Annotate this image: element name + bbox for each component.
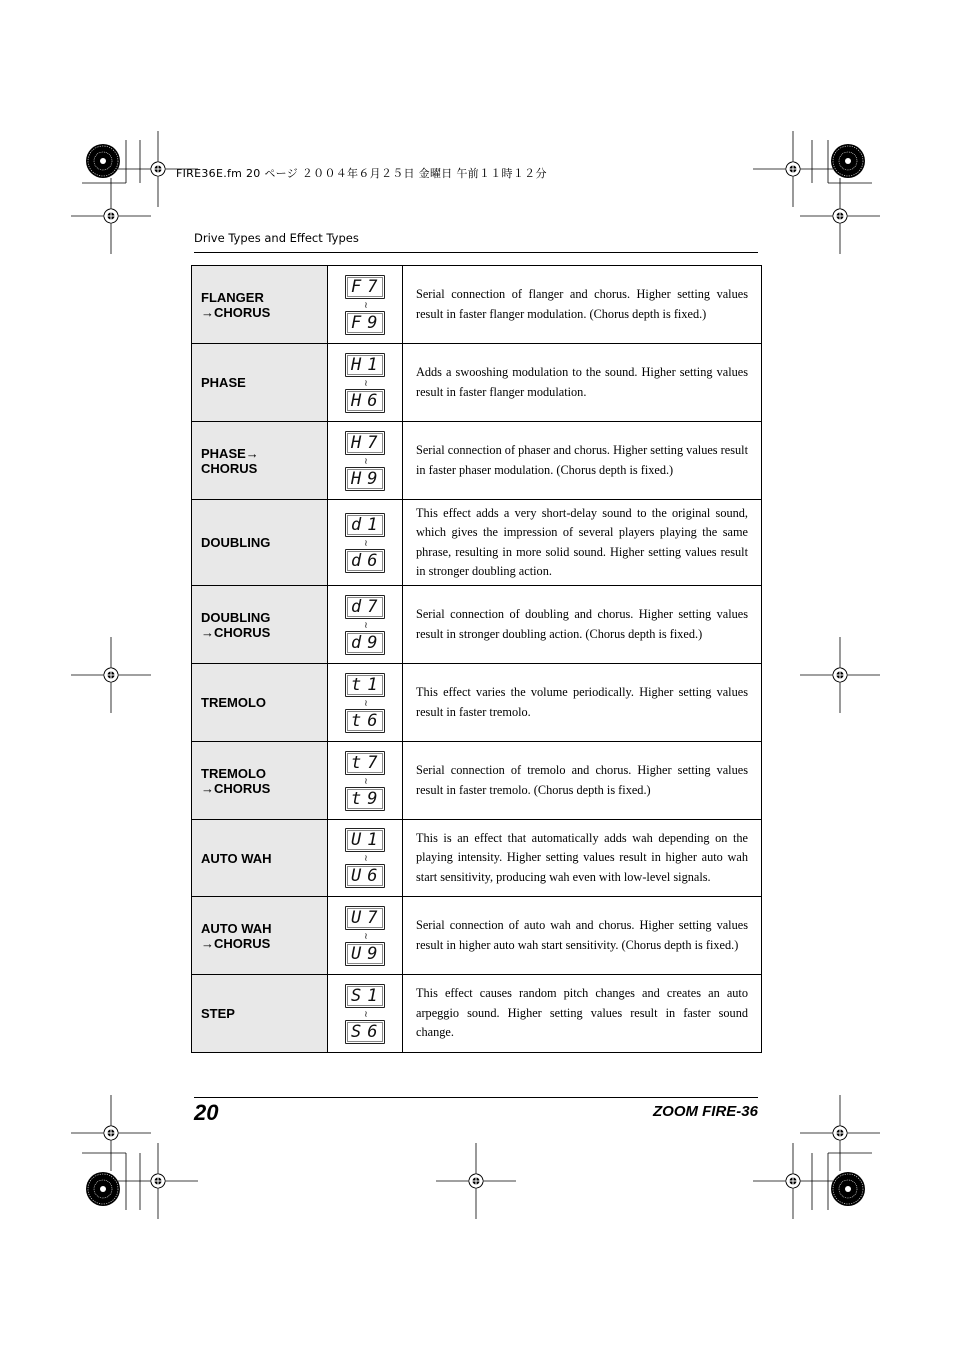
range-symbol: ~ xyxy=(359,538,370,547)
lcd-display-from: H1 xyxy=(345,353,385,377)
lcd-range-cell xyxy=(328,664,403,742)
effect-description: Serial connection of doubling and chorus. Higher setting values result in stronger doubling action. (Chorus depth is fixed.) xyxy=(403,586,762,664)
effect-name-cell xyxy=(192,897,328,975)
lcd-display-from: U7 xyxy=(345,906,385,930)
effect-name-line1: PHASE xyxy=(201,375,246,390)
effect-description: Serial connection of auto wah and chorus. Higher setting values result in higher auto wah start sensitivity. (Chorus depth is fixed.) xyxy=(403,897,762,975)
print-header: FIRE36E.fm 20 ページ ２００４年６月２５日 金曜日 午前１１時１２分 xyxy=(176,167,547,180)
lcd-range-cell xyxy=(328,820,403,897)
effect-name-line1: AUTO WAH xyxy=(201,850,272,866)
footer-rule xyxy=(194,1097,758,1098)
effect-name-line1: FLANGER xyxy=(201,289,264,305)
lcd-display-to: d9 xyxy=(345,631,385,655)
lcd-range-cell xyxy=(328,500,403,586)
lcd-display-to: t9 xyxy=(345,787,385,811)
page-number: 20 xyxy=(194,1100,219,1125)
lcd-display-to: H6 xyxy=(345,389,385,413)
effect-description: This effect adds a very short-delay sound to the original sound, which gives the impression of several players playing the same phrase, resulting in more solid sound. Higher setting values result in stronger doubling action. xyxy=(403,500,762,586)
lcd-display-from: F7 xyxy=(345,275,385,299)
effect-row xyxy=(192,266,762,344)
effect-name-line2: →CHORUS xyxy=(201,624,271,640)
effect-name-line2: →CHORUS xyxy=(201,304,271,320)
effect-name-cell xyxy=(192,344,328,422)
effect-description: This is an effect that automatically adds wah depending on the playing intensity. Higher setting values result in higher auto wah start sensitivity, producing wah even with low-level signals. xyxy=(403,820,762,897)
effect-row xyxy=(192,742,762,820)
lcd-display-to: t6 xyxy=(345,709,385,733)
effect-name-line2: →CHORUS xyxy=(201,935,271,951)
range-symbol: ~ xyxy=(359,931,370,940)
range-symbol: ~ xyxy=(359,698,370,707)
effect-name-line2: →CHORUS xyxy=(201,780,271,796)
effect-name-cell xyxy=(192,586,328,664)
lcd-display-to: H9 xyxy=(345,467,385,491)
lcd-display-from: S1 xyxy=(345,984,385,1008)
range-symbol: ~ xyxy=(359,1009,370,1018)
lcd-display-from: H7 xyxy=(345,431,385,455)
lcd-display-to: U9 xyxy=(345,942,385,966)
section-title: Drive Types and Effect Types xyxy=(194,231,359,245)
effect-row xyxy=(192,500,762,586)
effect-name-line1: TREMOLO xyxy=(201,695,266,710)
lcd-range-cell xyxy=(328,897,403,975)
effect-description: Serial connection of phaser and chorus. Higher setting values result in faster phaser modulation. (Chorus depth is fixed.) xyxy=(403,422,762,500)
range-symbol: ~ xyxy=(359,776,370,785)
header-rule xyxy=(194,252,758,253)
lcd-display-to: U6 xyxy=(345,864,385,888)
effect-name-line1: TREMOLO xyxy=(201,765,266,781)
lcd-display-from: t7 xyxy=(345,751,385,775)
effect-name-line1: PHASE→ xyxy=(201,445,259,461)
effect-name-line1: DOUBLING xyxy=(201,535,271,550)
effect-row xyxy=(192,586,762,664)
effect-row xyxy=(192,897,762,975)
range-symbol: ~ xyxy=(359,620,370,629)
effect-name-cell xyxy=(192,820,328,897)
lcd-range-cell xyxy=(328,344,403,422)
lcd-display-to: F9 xyxy=(345,311,385,335)
effect-name-cell xyxy=(192,500,328,586)
effect-name-line1: AUTO WAH xyxy=(201,920,272,936)
lcd-range-cell xyxy=(328,586,403,664)
effect-description: Adds a swooshing modulation to the sound. Higher setting values result in faster flanger modulation. xyxy=(403,344,762,422)
range-symbol: ~ xyxy=(359,456,370,465)
effect-row xyxy=(192,422,762,500)
effect-description: This effect causes random pitch changes and creates an auto arpeggio sound. Higher setting values result in faster sound change. xyxy=(403,975,762,1053)
brand-name: ZOOM FIRE-36 xyxy=(652,1103,758,1120)
effect-name-cell xyxy=(192,742,328,820)
range-symbol: ~ xyxy=(359,300,370,309)
effect-name-cell xyxy=(192,664,328,742)
effect-types-table xyxy=(191,265,762,1053)
lcd-range-cell xyxy=(328,742,403,820)
effect-name-cell xyxy=(192,422,328,500)
effect-description: Serial connection of tremolo and chorus. Higher setting values result in faster tremolo. (Chorus depth is fixed.) xyxy=(403,742,762,820)
lcd-display-from: t1 xyxy=(345,673,385,697)
effect-name-line2: CHORUS xyxy=(201,460,258,476)
lcd-range-cell xyxy=(328,975,403,1053)
lcd-display-from: d7 xyxy=(345,595,385,619)
lcd-display-from: U1 xyxy=(345,828,385,852)
effect-description: Serial connection of flanger and chorus. Higher setting values result in faster flanger modulation. (Chorus depth is fixed.) xyxy=(403,266,762,344)
range-symbol: ~ xyxy=(359,854,370,862)
effect-name-line1: DOUBLING xyxy=(201,609,271,625)
effect-name-cell xyxy=(192,266,328,344)
lcd-display-from: d1 xyxy=(345,513,385,537)
lcd-display-to: d6 xyxy=(345,549,385,573)
effect-row xyxy=(192,344,762,422)
effect-name-cell xyxy=(192,975,328,1053)
effect-description: This effect varies the volume periodically. Higher setting values result in faster tremolo. xyxy=(403,664,762,742)
lcd-range-cell xyxy=(328,266,403,344)
effect-row xyxy=(192,664,762,742)
effect-name-line1: STEP xyxy=(201,1006,235,1021)
effect-row xyxy=(192,975,762,1053)
lcd-range-cell xyxy=(328,422,403,500)
range-symbol: ~ xyxy=(359,378,370,387)
effect-row xyxy=(192,820,762,897)
lcd-display-to: S6 xyxy=(345,1020,385,1044)
